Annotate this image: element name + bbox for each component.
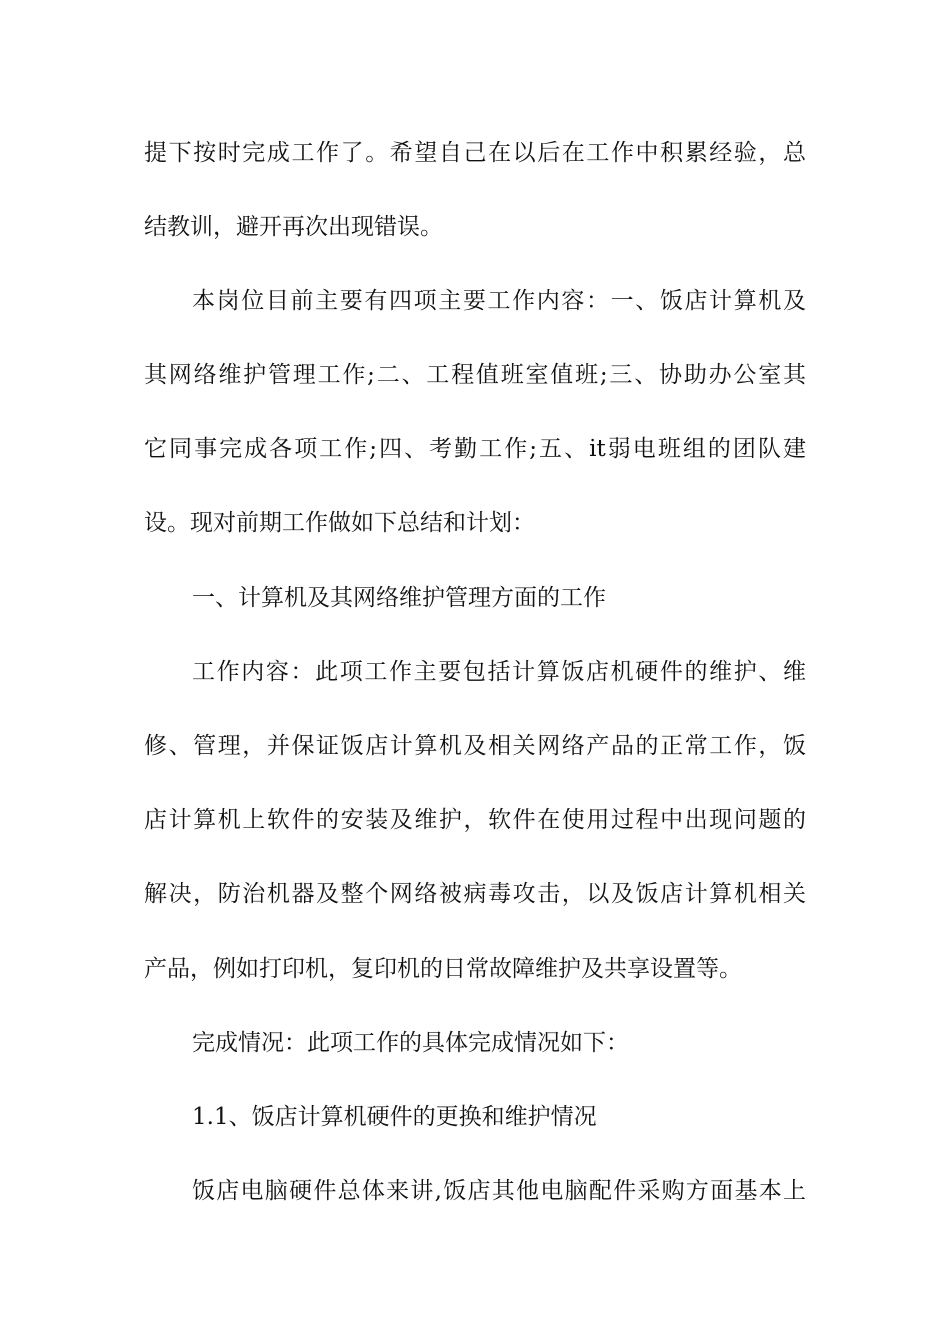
text-line: 店计算机上软件的安装及维护，软件在使用过程中出现问题的 bbox=[144, 807, 806, 833]
text-line: 产品，例如打印机，复印机的日常故障维护及共享设置等。 bbox=[144, 956, 742, 982]
paragraph-start-line: 完成情况：此项工作的具体完成情况如下： bbox=[192, 1030, 629, 1056]
text-line: 提下按时完成工作了。希望自己在以后在工作中积累经验，总 bbox=[144, 140, 806, 166]
paragraph-start-line: 本岗位目前主要有四项主要工作内容：一、饭店计算机及 bbox=[192, 288, 806, 314]
text-line: 解决，防治机器及整个网络被病毒攻击，以及饭店计算机相关 bbox=[144, 881, 806, 907]
subsection-heading: 1.1、饭店计算机硬件的更换和维护情况 bbox=[192, 1104, 597, 1130]
paragraph-start-line: 饭店电脑硬件总体来讲,饭店其他电脑配件采购方面基本上 bbox=[192, 1178, 806, 1204]
text-line: 修、管理，并保证饭店计算机及相关网络产品的正常工作，饭 bbox=[144, 733, 806, 759]
text-line: 设。现对前期工作做如下总结和计划： bbox=[144, 510, 535, 536]
paragraph-start-line: 工作内容：此项工作主要包括计算饭店机硬件的维护、维 bbox=[192, 659, 806, 685]
text-line: 结教训，避开再次出现错误。 bbox=[144, 214, 443, 240]
text-line: 其网络维护管理工作;二、工程值班室值班;三、协助办公室其 bbox=[144, 362, 806, 388]
section-heading: 一、计算机及其网络维护管理方面的工作 bbox=[192, 585, 606, 611]
text-line: 它同事完成各项工作;四、考勤工作;五、it弱电班组的团队建 bbox=[144, 436, 806, 462]
